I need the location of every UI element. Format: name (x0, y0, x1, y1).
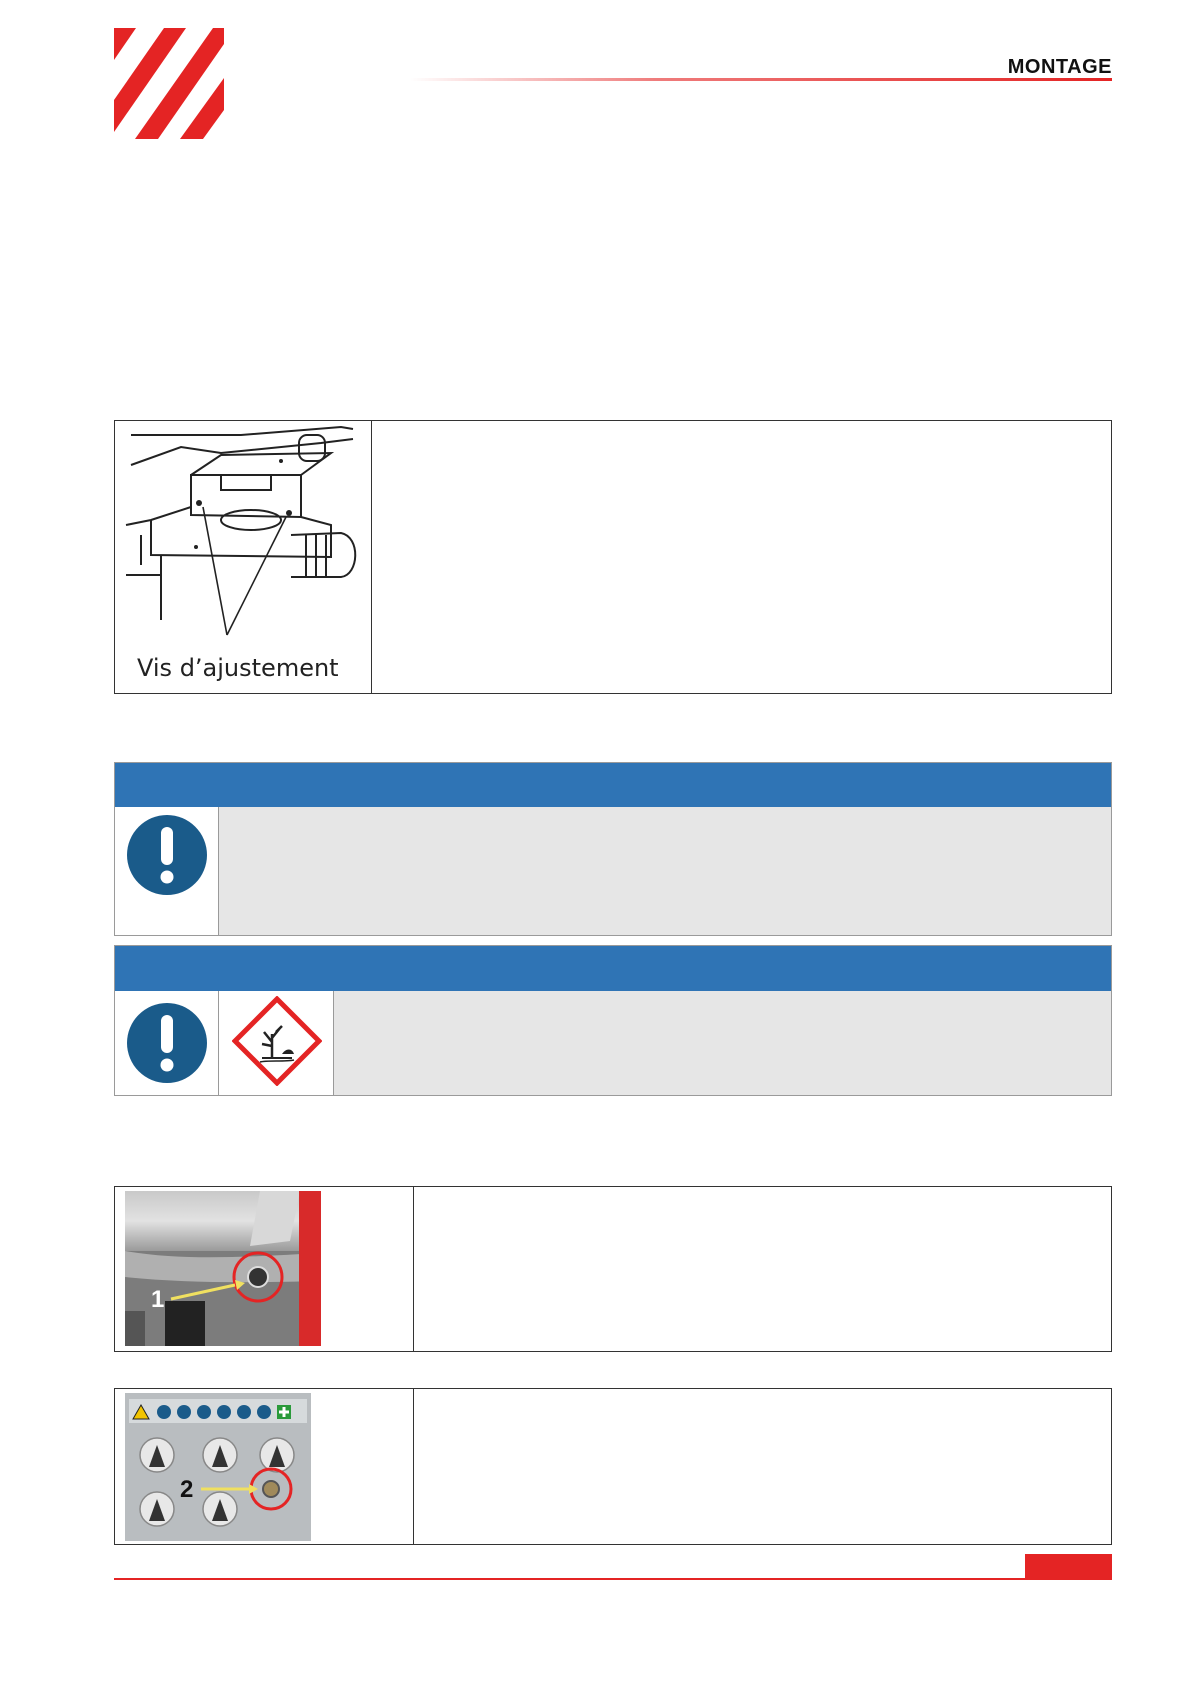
column-divider (371, 421, 372, 693)
mandatory-exclamation-icon (125, 1001, 209, 1085)
callout-label: 1 (151, 1286, 165, 1313)
section-title: MONTAGE (1007, 56, 1112, 78)
mandatory-exclamation-icon (125, 813, 209, 897)
header-rule (410, 78, 1112, 81)
notice-header-bar (115, 946, 1111, 991)
column-divider (413, 1187, 414, 1351)
adjustment-screws-figure-box (114, 420, 1112, 694)
control-panel-photo (125, 1393, 311, 1541)
column-divider (413, 1389, 414, 1544)
control-panel-photo-box (114, 1388, 1112, 1545)
notice-icon-cell (115, 991, 219, 1095)
oil-drain-photo-box (114, 1186, 1112, 1352)
notice-icon-cell (115, 807, 219, 935)
figure-caption: Vis d’ajustement (137, 654, 339, 682)
footer-rule (114, 1578, 1112, 1580)
notice-icon-cell (219, 991, 334, 1095)
cross-slide-drawing (121, 425, 365, 651)
page-number-tab (1025, 1554, 1112, 1578)
mandatory-notice (114, 762, 1112, 936)
environment-hazard-icon (232, 996, 322, 1086)
environment-notice (114, 945, 1112, 1096)
brand-logo (114, 28, 224, 139)
callout-label: 2 (180, 1476, 194, 1503)
oil-drain-photo (125, 1191, 321, 1346)
notice-header-bar (115, 763, 1111, 807)
